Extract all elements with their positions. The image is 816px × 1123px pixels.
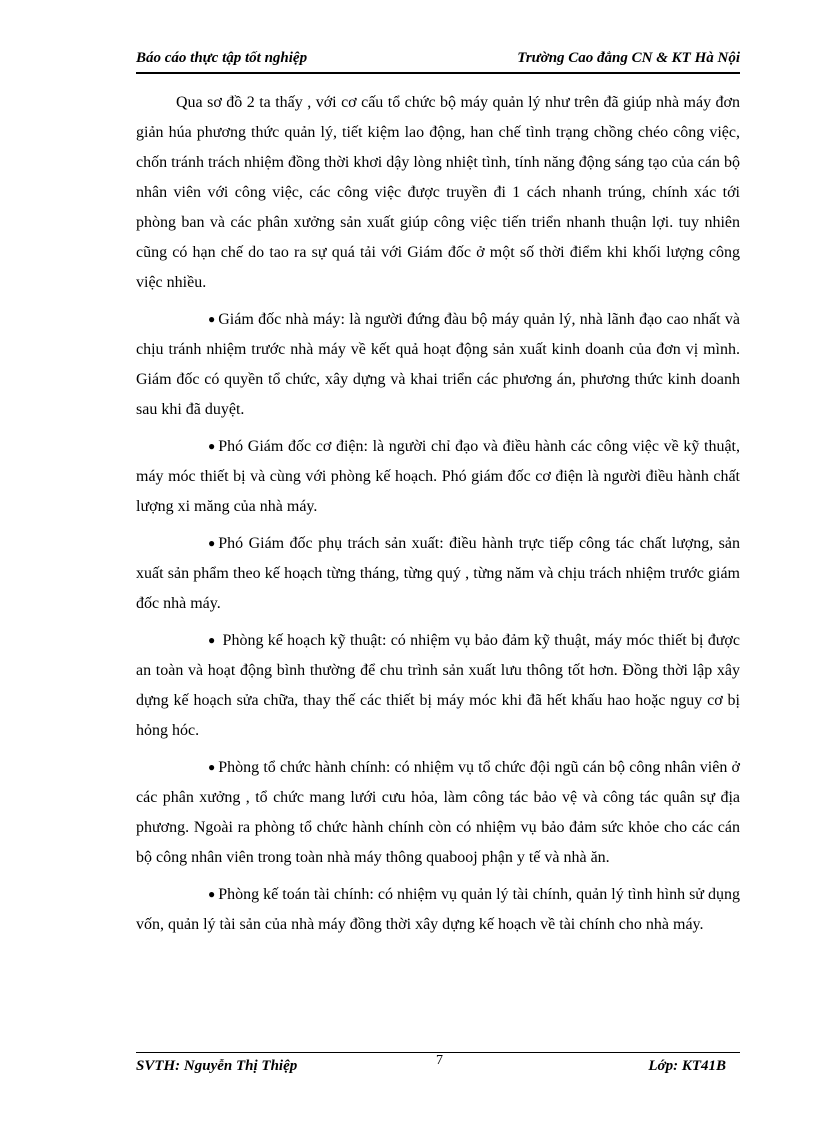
footer-class-name: Lớp: KT41B (648, 1058, 726, 1074)
bullet-item-finance (136, 879, 740, 940)
bullet-item-text: Phòng tổ chức hành chính: có nhiệm vụ tổ chức đội ngũ cán bộ công nhân viên ở các phân xưởng , tổ chức mang lưới cưu hỏa, làm công tác bảo vệ và công tác quân sự địa phương. Ngoài ra phòng tổ chức hành chính còn có nhiệm vụ bảo đảm sức khỏe cho các cán bộ công nhân viên trong toàn nhà máy thông quabooj phận y tế và nhà ăn. (136, 759, 740, 866)
bullet-item-planning-technical (136, 625, 740, 746)
bullet-icon: ● (208, 887, 216, 901)
header-report-title: Báo cáo thực tập tốt nghiệp (136, 50, 308, 66)
bullet-icon: ● (208, 312, 216, 326)
header-school-name: Trường Cao đẳng CN & KT Hà Nội (517, 50, 740, 66)
footer-student-name: SVTH: Nguyễn Thị Thiệp (136, 1058, 298, 1074)
bullet-icon: ● (208, 760, 216, 774)
bullet-item-deputy-mechanical (136, 431, 740, 522)
bullet-icon: ● (208, 536, 216, 550)
page-header (136, 46, 740, 74)
bullet-item-text: Phòng kế toán tài chính: có nhiệm vụ quản lý tài chính, quản lý tình hình sử dụng vốn, quản lý tài sản của nhà máy đồng thời xây dựng kế hoạch về tài chính cho nhà máy. (136, 886, 740, 933)
bullet-item-deputy-production (136, 528, 740, 619)
bullet-item-text: Giám đốc nhà máy: là người đứng đàu bộ máy quản lý, nhà lãnh đạo cao nhất và chịu tránh nhiệm trước nhà máy về kết quả hoạt động sản xuất kinh doanh của đơn vị mình. Giám đốc có quyền tổ chức, xây dựng và khai triển các phương án, phương thức kinh doanh sau khi đã duyệt. (136, 311, 740, 418)
bullet-item-text: Phòng kế hoạch kỹ thuật: có nhiệm vụ bảo đảm kỹ thuật, máy móc thiết bị được an toàn và hoạt động bình thường để chu trình sản xuất lưu thông tốt hơn. Đồng thời lập xây dựng kế hoạch sửa chữa, thay thế các thiết bị máy móc khi đã hết khấu hao hoặc nguy cơ bị hỏng hóc. (136, 632, 740, 739)
page-number: 7 (436, 1053, 443, 1068)
bullet-item-director (136, 304, 740, 425)
bullet-item-text: Phó Giám đốc phụ trách sản xuất: điều hành trực tiếp công tác chất lượng, sản xuất sản phẩm theo kế hoạch từng tháng, từng quý , từng năm và chịu trách nhiệm trước giám đốc nhà máy. (136, 535, 740, 612)
bullet-item-text: Phó Giám đốc cơ điện: là người chỉ đạo và điều hành các công việc về kỹ thuật, máy móc thiết bị và cùng với phòng kế hoạch. Phó giám đốc cơ điện là người điều hành chất lượng xi măng của nhà máy. (136, 438, 740, 515)
bullet-icon: ● (208, 633, 216, 647)
document-body (136, 88, 740, 946)
bullet-icon: ● (208, 439, 216, 453)
intro-paragraph: Qua sơ đồ 2 ta thấy , với cơ cấu tổ chức bộ máy quản lý như trên đã giúp nhà máy đơn giản húa phương thức quản lý, tiết kiệm lao động, han chế tình trạng chồng chéo công việc, chốn tránh trách nhiệm đồng thời khơi dậy lòng nhiệt tình, tính năng động sáng tạo của cán bộ nhân viên với công việc, các công việc được truyền đi 1 cách nhanh trúng, chính xác tới phòng ban và các phân xưởng sản xuất giúp công việc tiến triển nhanh thuận lợi. tuy nhiên cũng có hạn chế do tao ra sự quá tải với Giám đốc ở một số thời điểm khi khối lượng công việc nhiều. (136, 94, 740, 291)
bullet-item-administration (136, 752, 740, 873)
